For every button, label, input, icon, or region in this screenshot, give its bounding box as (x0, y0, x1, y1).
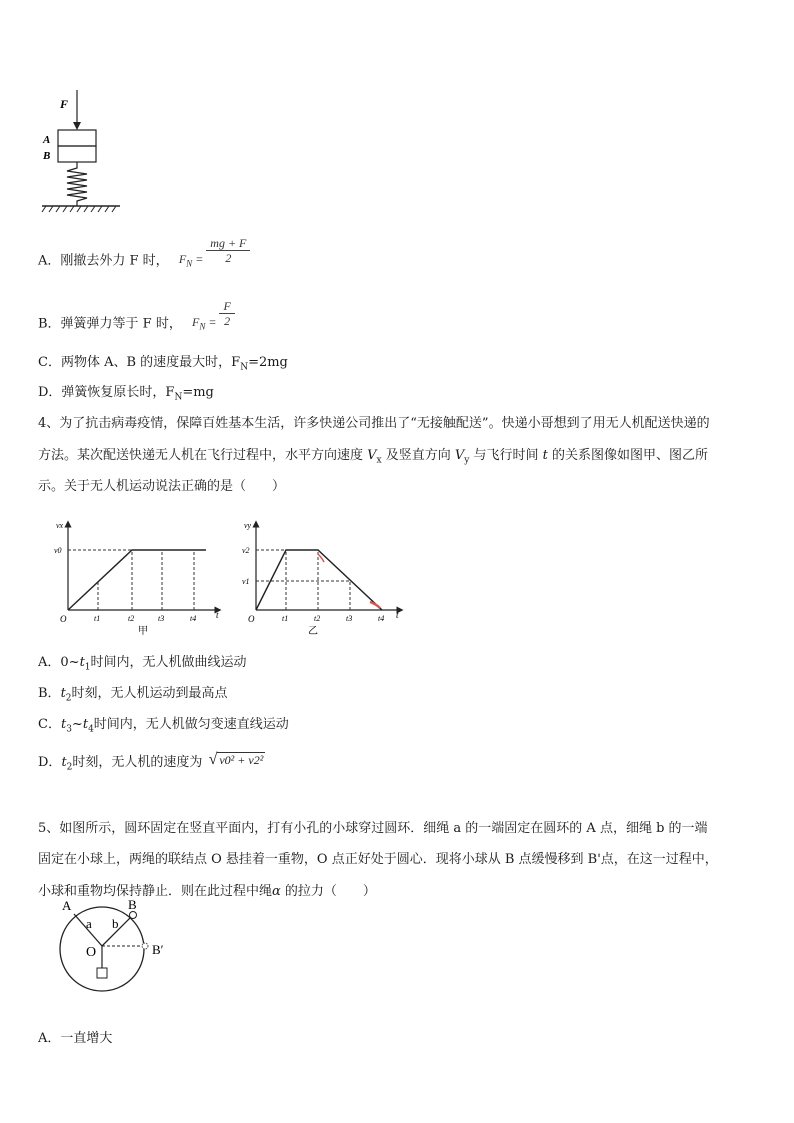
y-axis-label: vx (56, 521, 64, 530)
fraction-F-over-2: $\frac{F}{2}$ (219, 299, 234, 328)
red-mark-bottom (370, 602, 380, 608)
block-label-B: B (43, 150, 51, 162)
q3-option-D[interactable]: D．弹簧恢复原长时，$F_N=mg$ (38, 385, 214, 403)
ground-hatch (42, 206, 116, 212)
t1-label: t1 (94, 614, 101, 623)
force-label-F: F (60, 97, 69, 111)
ring-figure (58, 894, 188, 1000)
q4-option-B[interactable]: B．$t_2$时刻，无人机运动到最高点 (38, 686, 228, 704)
origin-label: O (248, 614, 255, 624)
v0-label: v0 (54, 546, 62, 555)
q5-stem-line3: 小球和重物均保持静止．则在此过程中绳α 的拉力（ ） (38, 884, 376, 899)
v1-label: v1 (242, 577, 250, 586)
v2-label: v2 (242, 546, 250, 555)
q3-option-B[interactable]: B．弹簧弹力等于 F 时， $F_N$ = $\frac{F}{2}$ (38, 313, 235, 335)
t4-label: t4 (190, 614, 197, 623)
t1-label: t1 (282, 614, 289, 623)
caption-jia: 甲 (138, 626, 148, 637)
spring (67, 162, 87, 206)
q3-option-C[interactable]: C．两物体 A、B 的速度最大时，$F_N=2mg$ (38, 355, 288, 373)
label-B: B (128, 897, 137, 912)
q5-stem-line2: 固定在小球上，两绳的联结点 O 悬挂着一重物，O 点正好处于圆心．现将小球从 B 点缓慢移到 B'点，在这一过程中， (38, 852, 718, 867)
sqrt-formula: √ v0² + v2² (208, 750, 264, 768)
ball-B (130, 912, 137, 919)
force-arrow-head (73, 122, 81, 130)
t2-label: t2 (128, 614, 135, 623)
q4-stem-line3: 示。关于无人机运动说法正确的是（ ） (38, 479, 286, 494)
t-axis-label: t (216, 610, 219, 620)
vx-line (68, 550, 206, 610)
vy-line (256, 550, 382, 610)
block-A (58, 130, 96, 146)
q4-option-A[interactable]: A．$0\sim t_1$时间内，无人机做曲线运动 (38, 655, 247, 673)
label-a: a (86, 916, 92, 931)
caption-yi: 乙 (308, 626, 318, 637)
label-Bp: B′ (152, 942, 164, 957)
q4-stem-line2: 方法。某次配送快递无人机在飞行过程中，水平方向速度 $V_x$ 及竖直方向 $V_y$ 与飞行时间 t 的关系图像如图甲、图乙所 (38, 448, 708, 466)
q5-option-A[interactable]: A．一直增大 (38, 1031, 113, 1046)
q3-option-A[interactable]: A．刚撤去外力 F 时， $F_N$ = $\frac{mg + F}{2}$ (38, 250, 250, 272)
t4-label: t4 (378, 614, 385, 623)
q4-option-C[interactable]: C．$t_3\sim t_4$时间内，无人机做匀变速直线运动 (38, 717, 289, 735)
block-B (58, 146, 96, 162)
label-b: b (112, 916, 119, 931)
graph-yi-vy-t (238, 518, 408, 638)
weight (97, 968, 107, 978)
t3-label: t3 (346, 614, 353, 623)
fraction-mg-plus-F-over-2: $\frac{mg + F}{2}$ (206, 236, 250, 265)
ball-Bp (142, 943, 148, 949)
q4-stem-line1: 4、为了抗击病毒疫情，保障百姓基本生活，许多快递公司推出了“无接触配送”。快递小哥想到了用无人机配送快递的 (38, 416, 710, 431)
block-label-A: A (43, 134, 51, 146)
graph-jia-vx-t (50, 518, 225, 638)
q4-option-D[interactable]: D．$t_2$时刻，无人机的速度为 √ v0² + v2² (38, 750, 264, 773)
t2-label: t2 (314, 614, 321, 623)
origin-label: O (60, 614, 67, 624)
label-A: A (62, 898, 72, 913)
t-axis-label: t (396, 610, 399, 620)
label-O: O (86, 945, 97, 960)
spring-blocks-figure (40, 88, 130, 216)
t3-label: t3 (158, 614, 165, 623)
q5-stem-line1: 5、如图所示，圆环固定在竖直平面内，打有小孔的小球穿过圆环．细绳 a 的一端固定在圆环的 A 点，细绳 b 的一端 (38, 821, 708, 836)
y-axis-label: vy (244, 521, 252, 530)
